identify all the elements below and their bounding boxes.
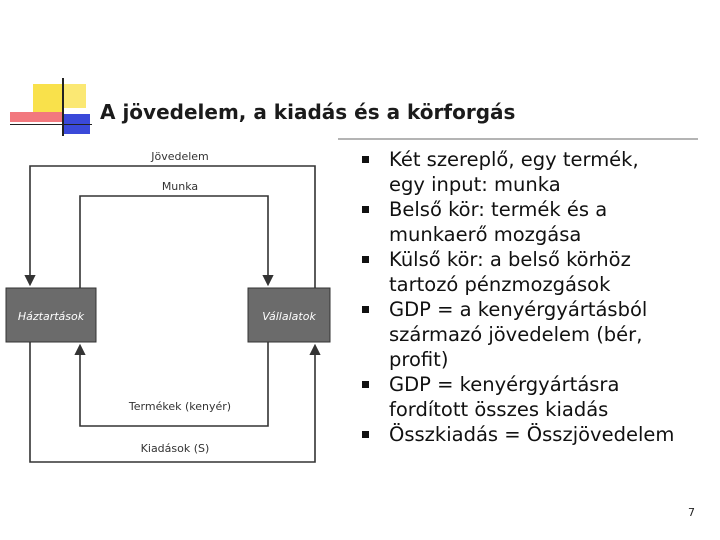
households-label: Háztartások [17, 310, 85, 323]
square-bullet-icon [362, 431, 369, 438]
slide-title: A jövedelem, a kiadás és a körforgás [100, 100, 516, 124]
decor-yellow-square [33, 84, 63, 114]
goods-flow-line [80, 342, 268, 426]
circular-flow-diagram [0, 140, 362, 470]
square-bullet-icon [362, 156, 369, 163]
decor-horizontal-line [10, 124, 92, 125]
square-bullet-icon [362, 206, 369, 213]
bullet-item [362, 422, 712, 447]
bullet-item [362, 372, 712, 422]
decor-red-bar [10, 112, 62, 122]
bullet-list [362, 147, 712, 447]
spending-label: Kiadások (S) [140, 442, 210, 455]
bullet-text: GDP = kenyérgyártásra fordított összes kiadás [389, 373, 620, 421]
labor-label: Munka [161, 180, 199, 193]
bullet-item [362, 147, 712, 197]
title-underline [338, 138, 698, 140]
bullet-item [362, 247, 712, 297]
bullet-item [362, 297, 712, 372]
square-bullet-icon [362, 256, 369, 263]
square-bullet-icon [362, 381, 369, 388]
bullet-text: Összkiadás = Összjövedelem [389, 423, 675, 446]
bullet-text: Külső kör: a belső körhöz tartozó pénzmozgások [389, 248, 631, 296]
bullet-text: Két szereplő, egy termék, egy input: munka [389, 148, 639, 196]
bullet-text: GDP = a kenyérgyártásból származó jövedelem (bér, profit) [389, 298, 648, 371]
income-label: Jövedelem [151, 150, 209, 163]
labor-flow-line [80, 196, 268, 288]
decor-yellow-bar [62, 84, 86, 108]
page-number: 7 [688, 506, 695, 519]
goods-label: Termékek (kenyér) [128, 400, 232, 413]
decor-vertical-line [62, 78, 64, 136]
bullet-item [362, 197, 712, 247]
bullet-text: Belső kör: termék és a munkaerő mozgása [389, 198, 608, 246]
firms-label: Vállalatok [262, 310, 316, 323]
square-bullet-icon [362, 306, 369, 313]
